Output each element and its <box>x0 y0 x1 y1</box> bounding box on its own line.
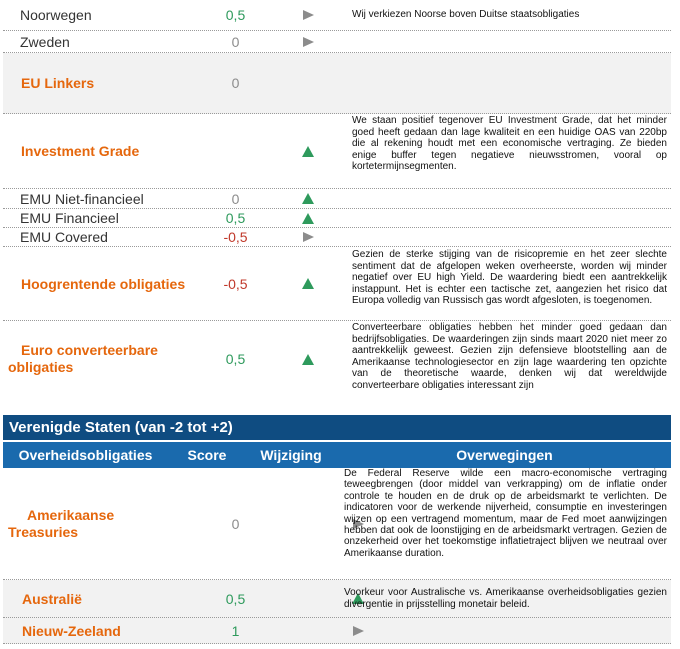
table-row-australie <box>3 580 671 618</box>
arrow-right-icon <box>303 10 314 20</box>
row-score: 0 <box>231 515 240 532</box>
table-row-investment-grade <box>3 114 671 189</box>
table-row-amerikaanse-treasuries <box>3 468 671 580</box>
row-comment: Converteerbare obligaties hebben het minder goed gedaan dan bedrijfsobligaties. De waarderingen zijn sinds maart 2020 niet meer zo aantrekkelijk geweest. Gezien zijn defensieve blootstelling aan de Amerikaanse technologiesector en zijn lage waardering ten opzichte van de theoretische waarde, denken wij dat wereldwijde converteerbare obligaties interessant zijn <box>352 322 667 391</box>
row-name-line1: Euro converteerbare <box>21 342 158 358</box>
arrow-right-icon <box>303 37 314 47</box>
row-comment: We staan positief tegenover EU Investment Grade, dat het minder goed heeft gedaan dan lage kwaliteit en een huidige OAS van 220bp die al rekening houdt met een economische vertraging. Ze bieden enige buffer tegen negatieve nieuwsstromen, vooral op kortetermijnsegmenten. <box>352 115 667 173</box>
table-row-zweden <box>3 31 671 53</box>
table-row-hoogrentende <box>3 247 671 321</box>
row-score: 0 <box>231 190 240 207</box>
section-title: Verenigde Staten (van -2 tot +2) <box>9 419 233 436</box>
row-name: EU Linkers <box>21 75 95 91</box>
header-overwegingen: Overwegingen <box>456 447 553 463</box>
row-name-line1: Amerikaanse <box>27 506 115 523</box>
section-title-verenigde-staten <box>3 415 671 440</box>
row-comment: Gezien de sterke stijging van de risicopremie en het zeer slechte sentiment dat de afgelopen weken overheerste, worden wij minder negatief over EU high Yield. De waardering biedt een aantrekkelijk instappunt. Het is echter een tactische zet, aangezien het risico dat Europa volledig van Russisch gas wordt afgesloten, is toegenomen. <box>352 249 667 307</box>
row-score: 1 <box>231 622 240 639</box>
arrow-right-icon <box>303 232 314 242</box>
row-name: Hoogrentende obligaties <box>21 275 186 292</box>
row-name-line2: obligaties <box>8 359 74 375</box>
row-score: 0,5 <box>225 351 246 367</box>
row-score: 0 <box>231 75 240 91</box>
row-name: Nieuw-Zeeland <box>22 622 121 639</box>
row-name: EMU Covered <box>20 229 108 245</box>
row-name: Australië <box>22 590 82 607</box>
table-row-nieuw-zeeland <box>3 618 671 644</box>
row-name: Noorwegen <box>20 7 92 23</box>
table-row-euro-converteerbare <box>3 321 671 397</box>
table-header-row <box>3 442 671 468</box>
row-comment: Voorkeur voor Australische vs. Amerikaanse overheidsobligaties gezien divergentie in prijsstelling monetair beleid. <box>344 586 667 610</box>
arrow-up-icon <box>302 278 314 289</box>
row-name <box>3 342 158 376</box>
row-score: 0 <box>231 33 240 50</box>
arrow-up-icon <box>302 146 314 157</box>
table-row-emu-covered <box>3 228 671 247</box>
row-name: Zweden <box>20 33 70 50</box>
arrow-up-icon <box>302 354 314 365</box>
row-comment: Wij verkiezen Noorse boven Duitse staatsobligaties <box>352 9 580 21</box>
arrow-up-icon <box>302 193 314 204</box>
row-score: 0,5 <box>225 7 246 23</box>
row-name: Investment Grade <box>21 143 140 159</box>
row-name-line2: Treasuries <box>8 523 79 540</box>
arrow-up-icon <box>302 213 314 224</box>
table-row-emu-niet-financieel <box>3 189 671 209</box>
row-name: EMU Niet-financieel <box>20 190 144 207</box>
header-score: Score <box>187 447 227 463</box>
row-comment: De Federal Reserve wilde een macro-economische vertraging teweegbrengen (door middel van verkrapping) om de inflatie onder controle te houden en de druk op de arbeidsmarkt te verlichten. De indicatoren voor de werkende nijverheid, consumptie en investeringen wijzen op een vertragend momentum, maar de Fed moet aanwijzingen hebben dat ook de loonstijging en de arbeidsmarkt vertragen. Gezien de onzekerheid over het toekomstige inflatietraject blijven we neutraal over Amerikaanse duration. <box>344 468 667 559</box>
row-score: 0,5 <box>225 210 246 226</box>
table-row-eu-linkers <box>3 53 671 114</box>
header-wijziging: Wijziging <box>260 447 322 463</box>
table-row-emu-financieel <box>3 209 671 228</box>
row-name <box>3 507 114 541</box>
row-score: -0,5 <box>223 229 248 245</box>
row-score: 0,5 <box>225 590 246 607</box>
row-score: -0,5 <box>223 275 248 292</box>
row-name: EMU Financieel <box>20 210 119 226</box>
table-row-noorwegen <box>3 0 671 31</box>
header-overheidsobligaties: Overheidsobligaties <box>18 447 153 463</box>
